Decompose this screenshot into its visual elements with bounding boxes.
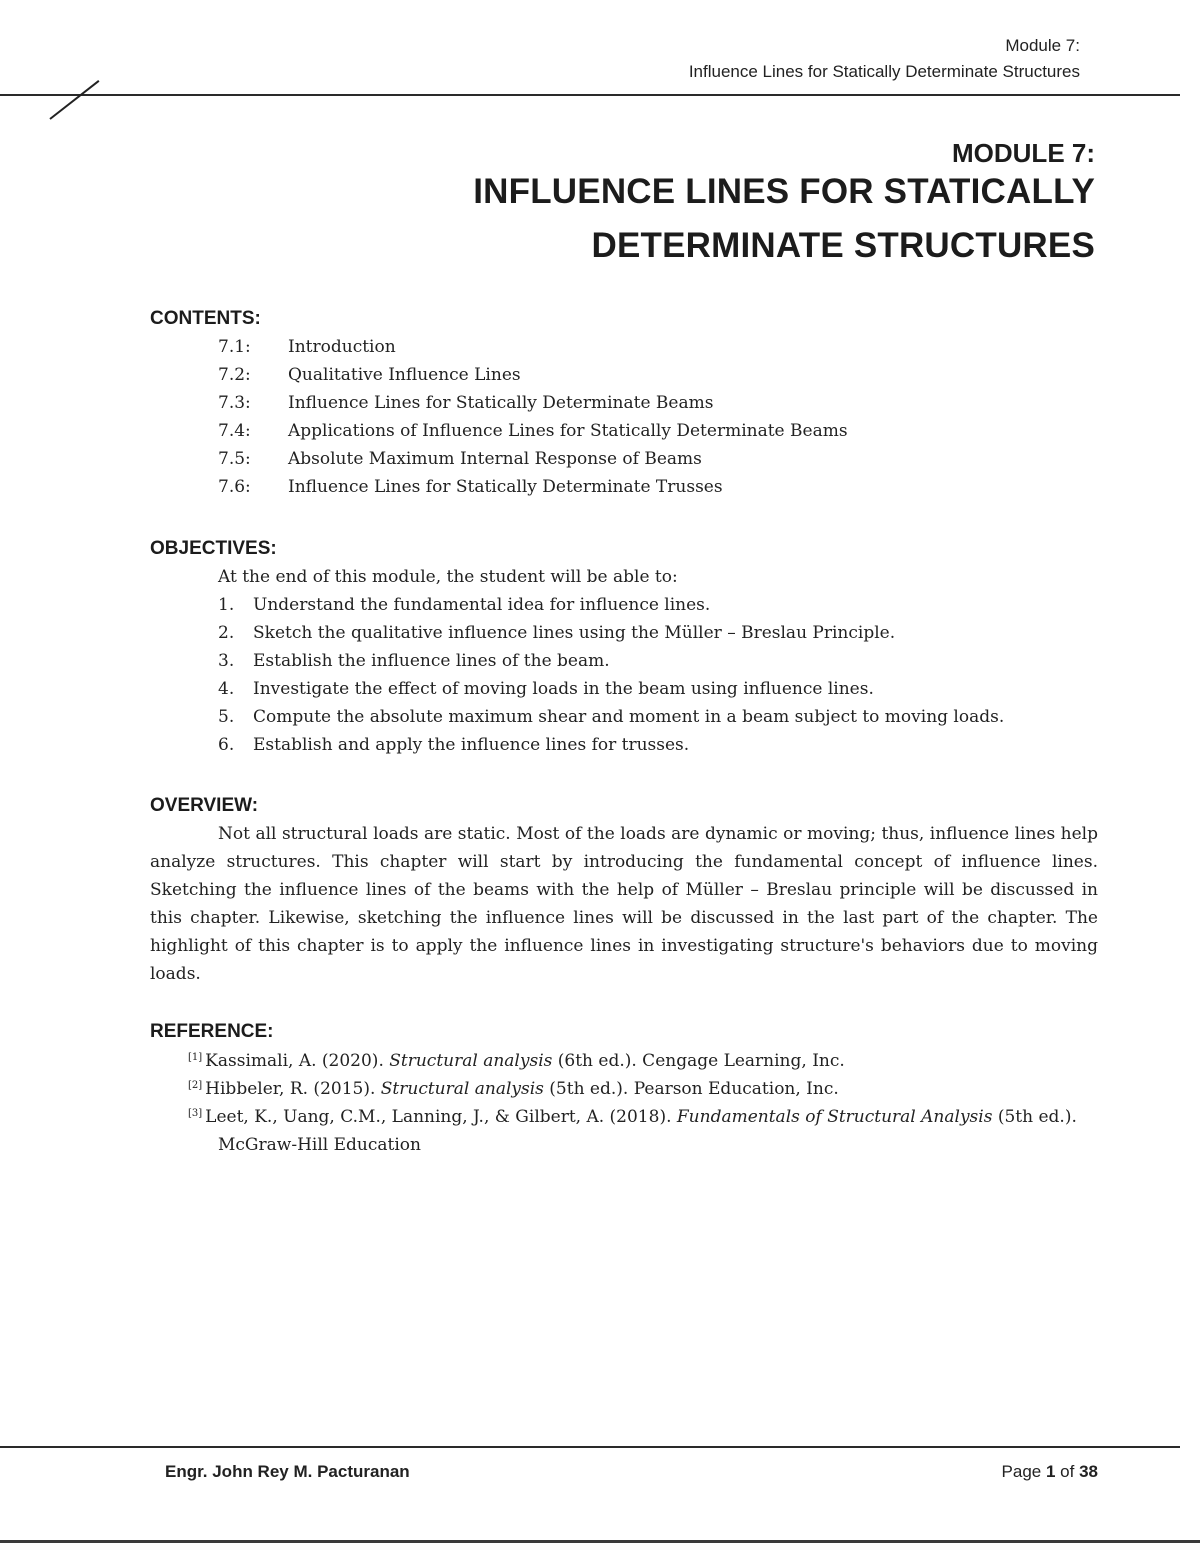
contents-item [218, 421, 848, 441]
page-edge-rule [0, 1540, 1200, 1543]
footer-page-number [1002, 1462, 1098, 1482]
reference-publisher: (6th ed.). Cengage Learning, Inc. [552, 1051, 845, 1071]
objective-text: Understand the fundamental idea for influence lines. [253, 595, 711, 615]
objective-item [218, 679, 874, 699]
objectives-intro: At the end of this module, the student will be able to: [218, 567, 678, 587]
reference-authors: Kassimali, A. (2020). [205, 1051, 390, 1071]
objective-text: Compute the absolute maximum shear and moment in a beam subject to moving loads. [253, 707, 1005, 727]
reference-title: Fundamentals of Structural Analysis [676, 1107, 993, 1127]
contents-item-text: Absolute Maximum Internal Response of Beams [288, 449, 702, 469]
objective-item [218, 707, 1004, 727]
reference-authors: Hibbeler, R. (2015). [205, 1079, 381, 1099]
contents-item-text: Applications of Influence Lines for Statically Determinate Beams [288, 421, 848, 441]
objective-num: 3. [218, 651, 235, 671]
objective-num: 1. [218, 595, 235, 615]
reference-item [188, 1079, 839, 1099]
contents-item [218, 393, 713, 413]
contents-item [218, 337, 396, 357]
contents-item-num: 7.1: [218, 337, 251, 357]
reference-item [188, 1051, 845, 1071]
contents-item-text: Influence Lines for Statically Determinate Beams [288, 393, 714, 413]
header-subtitle: Influence Lines for Statically Determinate Structures [688, 62, 1080, 81]
objective-text: Sketch the qualitative influence lines using the Müller – Breslau Principle. [253, 623, 896, 643]
contents-item [218, 365, 521, 385]
objective-text: Investigate the effect of moving loads in the beam using influence lines. [253, 679, 874, 699]
contents-item-num: 7.5: [218, 449, 251, 469]
page-current: 1 [1045, 1462, 1056, 1481]
objective-num: 2. [218, 623, 235, 643]
objective-item [218, 595, 710, 615]
objective-num: 4. [218, 679, 235, 699]
reference-publisher: (5th ed.). [992, 1107, 1077, 1127]
objective-text: Establish the influence lines of the beam. [253, 651, 610, 671]
overview-heading: OVERVIEW: [150, 795, 259, 816]
header-module: Module 7: [1005, 36, 1080, 55]
reference-authors: Leet, K., Uang, C.M., Lanning, J., & Gilbert, A. (2018). [205, 1107, 677, 1127]
title-line-1: INFLUENCE LINES FOR STATICALLY [473, 172, 1095, 211]
contents-item-text: Introduction [288, 337, 396, 357]
page-prefix: Page [1001, 1462, 1046, 1481]
contents-item-text: Influence Lines for Statically Determinate Trusses [288, 477, 723, 497]
title-module: MODULE 7: [952, 138, 1095, 168]
contents-item-text: Qualitative Influence Lines [288, 365, 521, 385]
objective-item [218, 735, 689, 755]
reference-mark: [1] [188, 1052, 203, 1063]
reference-mark: [2] [188, 1080, 203, 1091]
contents-item-num: 7.4: [218, 421, 251, 441]
reference-heading: REFERENCE: [150, 1021, 274, 1042]
reference-item [188, 1107, 1077, 1127]
page-of: of [1055, 1462, 1080, 1481]
page-total: 38 [1079, 1462, 1098, 1481]
header-rule [0, 94, 1180, 96]
title-line-2: DETERMINATE STRUCTURES [591, 226, 1095, 265]
objectives-heading: OBJECTIVES: [150, 538, 277, 559]
objective-item [218, 651, 610, 671]
reference-continuation: McGraw-Hill Education [218, 1135, 421, 1155]
contents-item [218, 477, 723, 497]
objective-num: 6. [218, 735, 235, 755]
reference-title: Structural analysis [380, 1079, 544, 1099]
objective-num: 5. [218, 707, 235, 727]
objective-text: Establish and apply the influence lines for trusses. [253, 735, 690, 755]
contents-item-num: 7.2: [218, 365, 251, 385]
contents-item-num: 7.6: [218, 477, 251, 497]
objective-item [218, 623, 895, 643]
contents-item [218, 449, 702, 469]
footer-rule [0, 1446, 1180, 1448]
contents-item-num: 7.3: [218, 393, 251, 413]
pen-mark [49, 80, 99, 120]
overview-paragraph: Not all structural loads are static. Most of the loads are dynamic or moving; thus, influence lines help analyze structures. This chapter will start by introducing the fundamental concept of influence lines. Sketching the influence lines of the beams with the help of Müller – Breslau principle will be discussed in this chapter. Likewise, sketching the influence lines will be discussed in the last part of the chapter. The highlight of this chapter is to apply the influence lines in investigating structure's behaviors due to moving loads. [150, 824, 1098, 984]
reference-mark: [3] [188, 1108, 203, 1119]
footer-author: Engr. John Rey M. Pacturanan [165, 1462, 410, 1481]
reference-title: Structural analysis [389, 1051, 553, 1071]
contents-heading: CONTENTS: [150, 308, 261, 329]
reference-publisher: (5th ed.). Pearson Education, Inc. [543, 1079, 839, 1099]
